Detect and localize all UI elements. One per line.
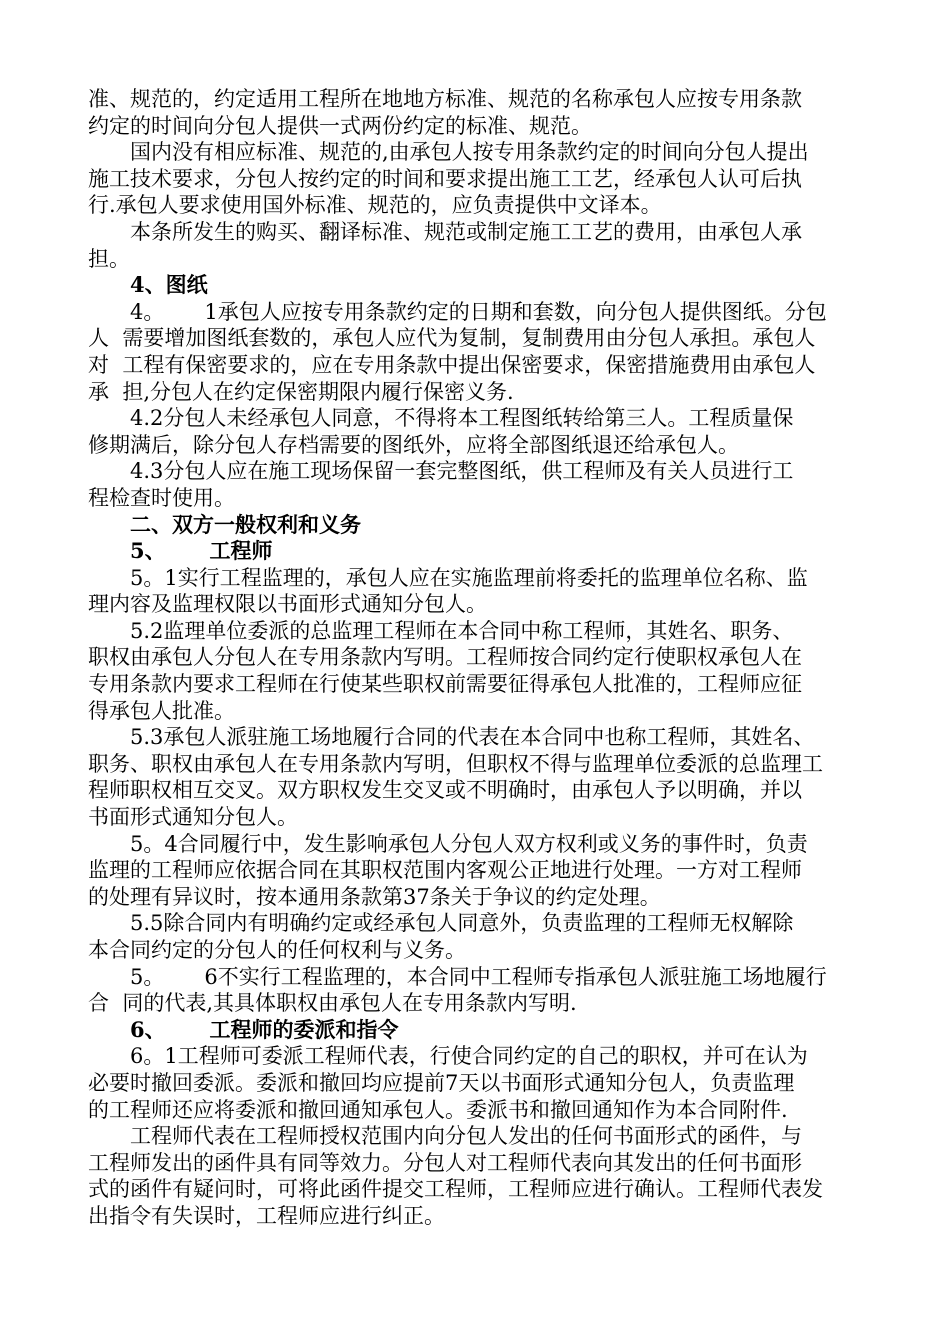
text-line: 的工程师还应将委派和撤回通知承包人。委派书和撤回通知作为本合同附件. [88,1097,788,1122]
text-line: 人 需要增加图纸套数的，承包人应代为复制，复制费用由分包人承担。承包人 [88,326,816,351]
text-line: 5。 6不实行工程监理的，本合同中工程师专指承包人派驻施工场地履行 [130,964,827,989]
section-heading: 6、 工程师的委派和指令 [130,1016,399,1042]
text-line: 监理的工程师应依据合同在其职权范围内客观公正地进行处理。一方对工程师 [88,858,802,883]
text-line: 专用条款内要求工程师在行使某些职权前需要征得承包人批准的，工程师应征 [88,672,802,697]
text-line: 5.5除合同内有明确约定或经承包人同意外，负责监理的工程师无权解除 [130,911,794,936]
text-line: 的处理有异议时，按本通用条款第37条关于争议的约定处理。 [88,884,661,909]
text-line: 合 同的代表,其具体职权由承包人在专用条款内写明. [88,991,577,1016]
text-line: 必要时撤回委派。委派和撤回均应提前7天以书面形式通知分包人，负责监理 [88,1070,795,1095]
text-line: 得承包人批准。 [88,698,235,723]
text-line: 承 担,分包人在约定保密期限内履行保密义务. [88,379,514,404]
text-line: 职务、职权由承包人在专用条款内写明，但职权不得与监理单位委派的总监理工 [88,751,823,776]
text-line: 4.2分包人未经承包人同意，不得将本工程图纸转给第三人。工程质量保 [130,406,794,431]
text-line: 担。 [88,246,130,271]
text-line: 程检查时使用。 [88,485,235,510]
text-line: 工程师发出的函件具有同等效力。分包人对工程师代表向其发出的任何书面形 [88,1150,802,1175]
text-line: 职权由承包人分包人在专用条款内写明。工程师按合同约定行使职权承包人在 [88,645,802,670]
document-page [88,86,873,1230]
text-line: 理内容及监理权限以书面形式通知分包人。 [88,592,487,617]
text-line: 6。1工程师可委派工程师代表，行使合同约定的自己的职权，并可在认为 [130,1044,808,1069]
text-line: 5。4合同履行中，发生影响承包人分包人双方权利或义务的事件时，负责 [130,831,808,856]
section-heading: 二、双方一般权利和义务 [130,511,361,537]
text-line: 施工技术要求，分包人按约定的时间和要求提出施工工艺，经承包人认可后执 [88,166,802,191]
text-line: 修期满后，除分包人存档需要的图纸外，应将全部图纸退还给承包人。 [88,432,739,457]
text-line: 本合同约定的分包人的任何权利与义务。 [88,938,466,962]
text-line: 国内没有相应标准、规范的,由承包人按专用条款约定的时间向分包人提出 [130,140,809,165]
text-line: 5.2监理单位委派的总监理工程师在本合同中称工程师，其姓名、职务、 [130,618,794,643]
text-line: 4.3分包人应在施工现场保留一套完整图纸，供工程师及有关人员进行工 [130,459,794,484]
text-line: 4。 1承包人应按专用条款约定的日期和套数，向分包人提供图纸。分包 [130,299,827,324]
text-line: 约定的时间向分包人提供一式两份约定的标准、规范。 [88,113,592,138]
section-heading: 5、 工程师 [130,538,273,564]
text-line: 对 工程有保密要求的，应在专用条款中提出保密要求，保密措施费用由承包人 [88,352,816,377]
text-line: 5。1实行工程监理的，承包人应在实施监理前将委托的监理单位名称、监 [130,565,808,590]
text-line: 出指令有失误时，工程师应进行纠正。 [88,1203,445,1228]
text-line: 准、规范的，约定适用工程所在地地方标准、规范的名称承包人应按专用条款 [88,87,802,111]
text-line: 式的函件有疑问时，可将此函件提交工程师，工程师应进行确认。工程师代表发 [88,1177,823,1202]
section-heading: 4、图纸 [130,272,208,298]
text-line: 程师职权相互交叉。双方职权发生交叉或不明确时，由承包人予以明确，并以 [88,778,802,803]
text-line: 书面形式通知分包人。 [88,805,298,830]
text-line: 本条所发生的购买、翻译标准、规范或制定施工工艺的费用，由承包人承 [130,219,802,244]
text-line: 工程师代表在工程师授权范围内向分包人发出的任何书面形式的函件，与 [130,1124,802,1149]
text-line: 行.承包人要求使用国外标准、规范的，应负责提供中文译本。 [88,193,662,218]
text-line: 5.3承包人派驻施工场地履行合同的代表在本合同中也称工程师，其姓名、 [130,725,815,750]
